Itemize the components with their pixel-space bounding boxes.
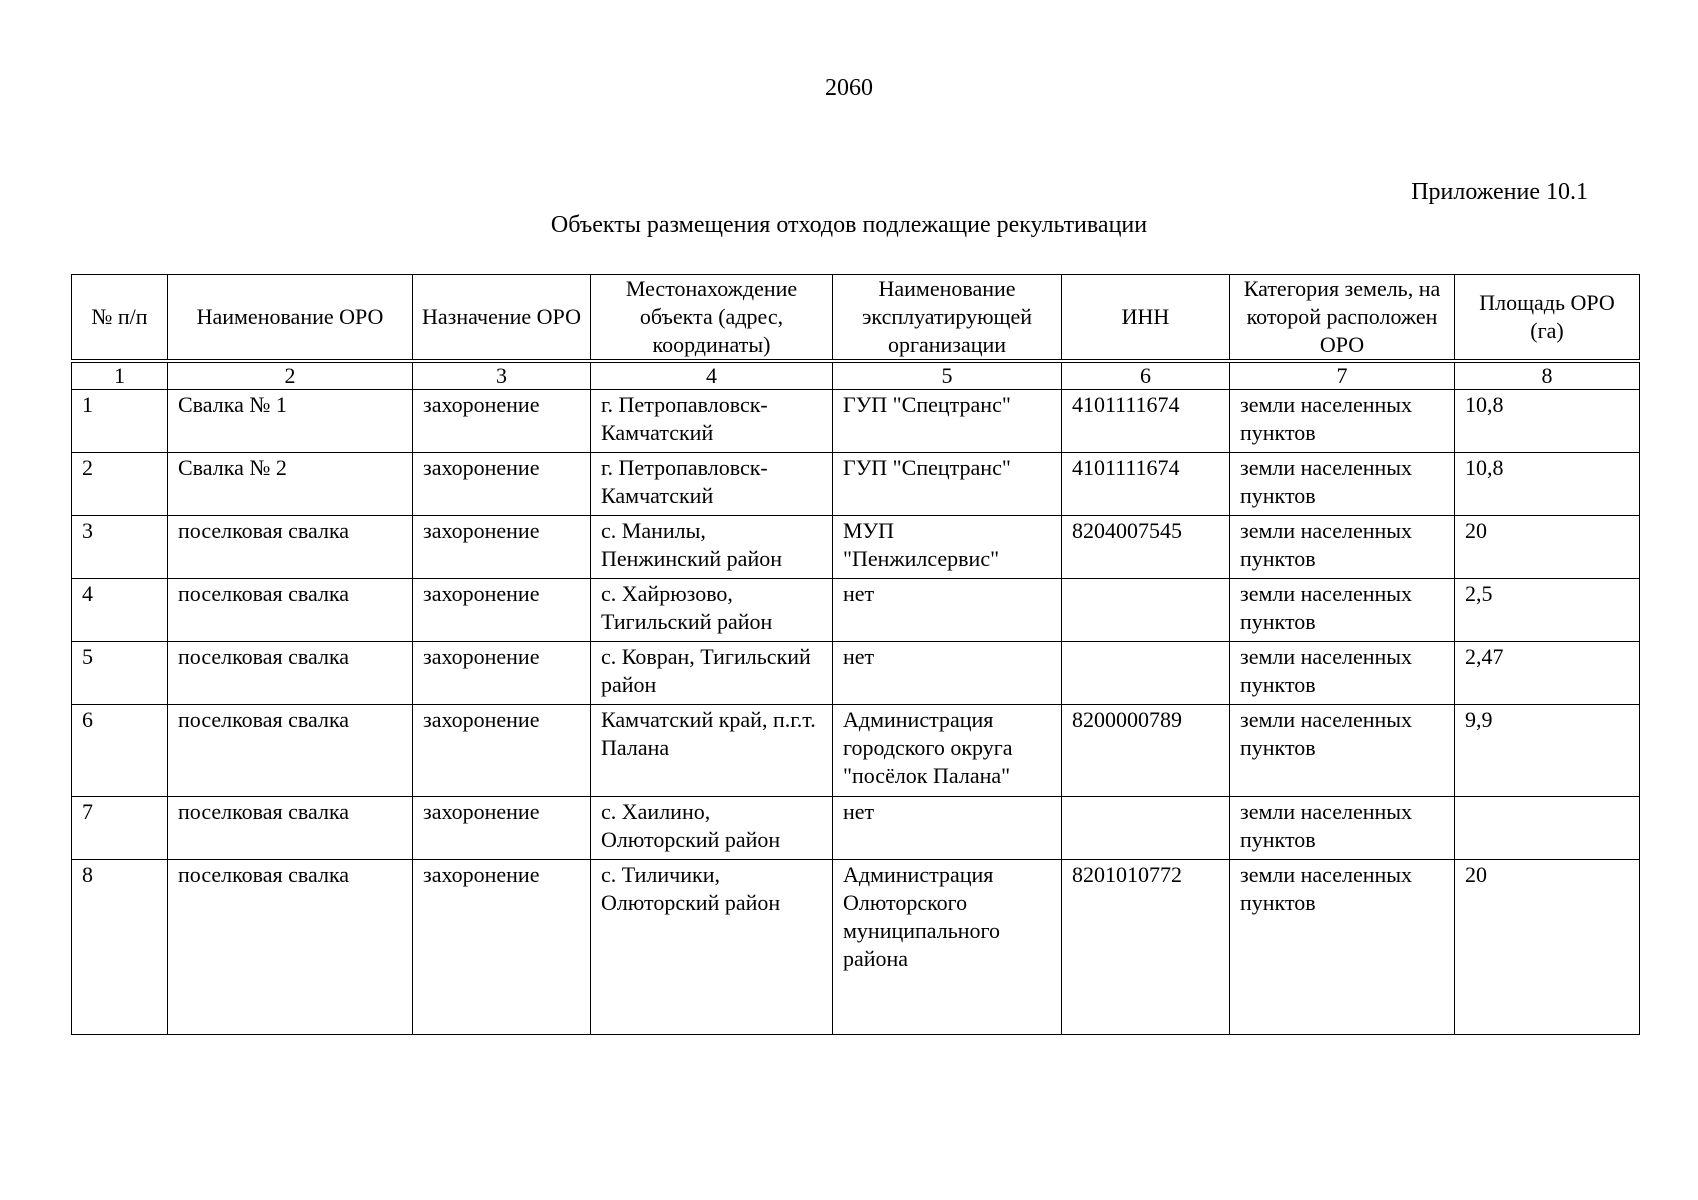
cell-location: с. Хайрюзово, Тигильский район — [591, 579, 833, 642]
cell-area: 10,8 — [1455, 453, 1640, 516]
document-title: Объекты размещения отходов подлежащие рекультивации — [550, 212, 1148, 238]
cell-area: 20 — [1455, 516, 1640, 579]
cell-inn: 4101111674 — [1062, 453, 1230, 516]
column-number: 2 — [168, 361, 413, 390]
cell-area: 10,8 — [1455, 390, 1640, 453]
cell-operator: МУП "Пенжилсервис" — [833, 516, 1062, 579]
cell-area — [1455, 797, 1640, 860]
cell-inn: 8204007545 — [1062, 516, 1230, 579]
cell-area: 20 — [1455, 860, 1640, 1035]
cell-location: с. Хаилино, Олюторский район — [591, 797, 833, 860]
cell-land-category: земли населенных пунктов — [1230, 516, 1455, 579]
header-cell: № п/п — [72, 275, 168, 362]
cell-number: 6 — [72, 705, 168, 797]
header-cell: Наименование ОРО — [168, 275, 413, 362]
cell-location: г. Петропавловск-Камчатский — [591, 453, 833, 516]
cell-operator: нет — [833, 797, 1062, 860]
cell-location: Камчатский край, п.г.т. Палана — [591, 705, 833, 797]
appendix-label: Приложение 10.1 — [1411, 179, 1588, 205]
cell-land-category: земли населенных пунктов — [1230, 579, 1455, 642]
header-cell: Площадь ОРО (га) — [1455, 275, 1640, 362]
header-row — [72, 275, 1640, 362]
cell-inn — [1062, 797, 1230, 860]
cell-name: поселковая свалка — [168, 579, 413, 642]
cell-name: Свалка № 2 — [168, 453, 413, 516]
cell-inn: 8201010772 — [1062, 860, 1230, 1035]
cell-land-category: земли населенных пунктов — [1230, 642, 1455, 705]
cell-purpose: захоронение — [413, 390, 591, 453]
table-row — [72, 516, 1640, 579]
header-cell: Назначение ОРО — [413, 275, 591, 362]
table-row — [72, 579, 1640, 642]
cell-purpose: захоронение — [413, 453, 591, 516]
column-number: 8 — [1455, 361, 1640, 390]
cell-inn — [1062, 579, 1230, 642]
cell-land-category: земли населенных пунктов — [1230, 860, 1455, 1035]
cell-location: г. Петропавловск-Камчатский — [591, 390, 833, 453]
cell-operator: нет — [833, 579, 1062, 642]
column-number: 5 — [833, 361, 1062, 390]
cell-inn: 8200000789 — [1062, 705, 1230, 797]
table-row — [72, 390, 1640, 453]
cell-location: с. Ковран, Тигильский район — [591, 642, 833, 705]
cell-operator: ГУП "Спецтранс" — [833, 390, 1062, 453]
cell-number: 5 — [72, 642, 168, 705]
column-number: 6 — [1062, 361, 1230, 390]
table-row — [72, 705, 1640, 797]
cell-location: с. Тиличики, Олюторский район — [591, 860, 833, 1035]
cell-area: 9,9 — [1455, 705, 1640, 797]
cell-name: поселковая свалка — [168, 516, 413, 579]
cell-purpose: захоронение — [413, 642, 591, 705]
header-cell: Категория земель, на которой расположен ОРО — [1230, 275, 1455, 362]
header-cell: Местонахождение объекта (адрес, координаты) — [591, 275, 833, 362]
cell-purpose: захоронение — [413, 797, 591, 860]
column-number-row — [72, 361, 1640, 390]
cell-name: Свалка № 1 — [168, 390, 413, 453]
table-row — [72, 642, 1640, 705]
waste-objects-table — [71, 274, 1640, 1035]
cell-number: 3 — [72, 516, 168, 579]
column-number: 3 — [413, 361, 591, 390]
cell-operator: Администрация городского округа "посёлок Палана" — [833, 705, 1062, 797]
cell-number: 1 — [72, 390, 168, 453]
column-number: 4 — [591, 361, 833, 390]
column-number: 7 — [1230, 361, 1455, 390]
table-row — [72, 797, 1640, 860]
cell-number: 4 — [72, 579, 168, 642]
cell-purpose: захоронение — [413, 579, 591, 642]
cell-number: 7 — [72, 797, 168, 860]
cell-land-category: земли населенных пунктов — [1230, 390, 1455, 453]
cell-purpose: захоронение — [413, 705, 591, 797]
cell-location: с. Манилы, Пенжинский район — [591, 516, 833, 579]
cell-land-category: земли населенных пунктов — [1230, 797, 1455, 860]
header-cell: ИНН — [1062, 275, 1230, 362]
header-cell: Наименование эксплуатирующей организации — [833, 275, 1062, 362]
cell-land-category: земли населенных пунктов — [1230, 705, 1455, 797]
page-number: 2060 — [825, 75, 873, 101]
table-row — [72, 453, 1640, 516]
cell-name: поселковая свалка — [168, 860, 413, 1035]
cell-area: 2,5 — [1455, 579, 1640, 642]
cell-area: 2,47 — [1455, 642, 1640, 705]
table-row — [72, 860, 1640, 1035]
cell-number: 2 — [72, 453, 168, 516]
cell-operator: нет — [833, 642, 1062, 705]
cell-inn — [1062, 642, 1230, 705]
cell-name: поселковая свалка — [168, 642, 413, 705]
cell-number: 8 — [72, 860, 168, 1035]
cell-land-category: земли населенных пунктов — [1230, 453, 1455, 516]
cell-operator: Администрация Олюторского муниципального района — [833, 860, 1062, 1035]
column-number: 1 — [72, 361, 168, 390]
cell-operator: ГУП "Спецтранс" — [833, 453, 1062, 516]
cell-name: поселковая свалка — [168, 705, 413, 797]
cell-purpose: захоронение — [413, 860, 591, 1035]
cell-name: поселковая свалка — [168, 797, 413, 860]
cell-purpose: захоронение — [413, 516, 591, 579]
cell-inn: 4101111674 — [1062, 390, 1230, 453]
